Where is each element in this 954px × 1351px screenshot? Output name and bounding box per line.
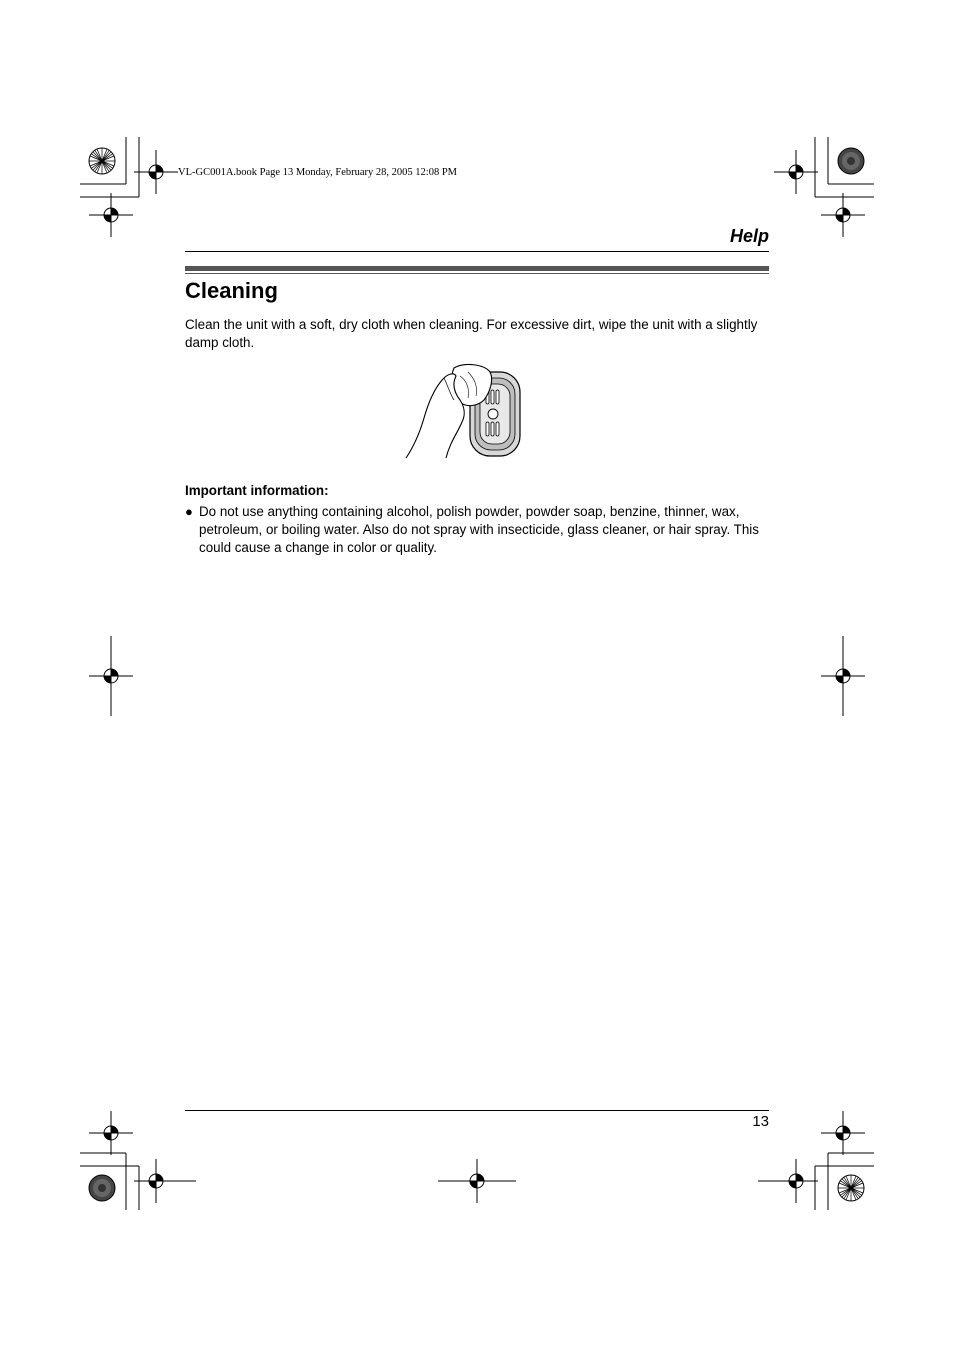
hand-wiping-doorphone-illustration [404, 362, 524, 462]
header-rule [185, 251, 769, 252]
important-info-heading: Important information: [185, 483, 329, 498]
section-heading: Help [729, 226, 769, 246]
printer-slug-line: VL-GC001A.book Page 13 Monday, February 28, 2005 12:08 PM [178, 167, 458, 178]
bullet-text: Do not use anything containing alcohol, polish powder, powder soap, benzine, thinner, wax, petroleum, or boiling water. Also do not spray with insecticide, glass cleaner, or hair spray. This could cause a change in color or quality. [199, 504, 759, 555]
page-title: Cleaning [185, 278, 278, 303]
footer-rule [185, 1110, 769, 1111]
list-item [185, 503, 769, 557]
page-number: 13 [752, 1113, 769, 1130]
title-bar [185, 266, 769, 271]
bullet-icon: ● [185, 504, 193, 519]
title-bar-thin [185, 273, 769, 274]
intro-paragraph: Clean the unit with a soft, dry cloth when cleaning. For excessive dirt, wipe the unit with a slightly damp cloth. [185, 317, 758, 350]
